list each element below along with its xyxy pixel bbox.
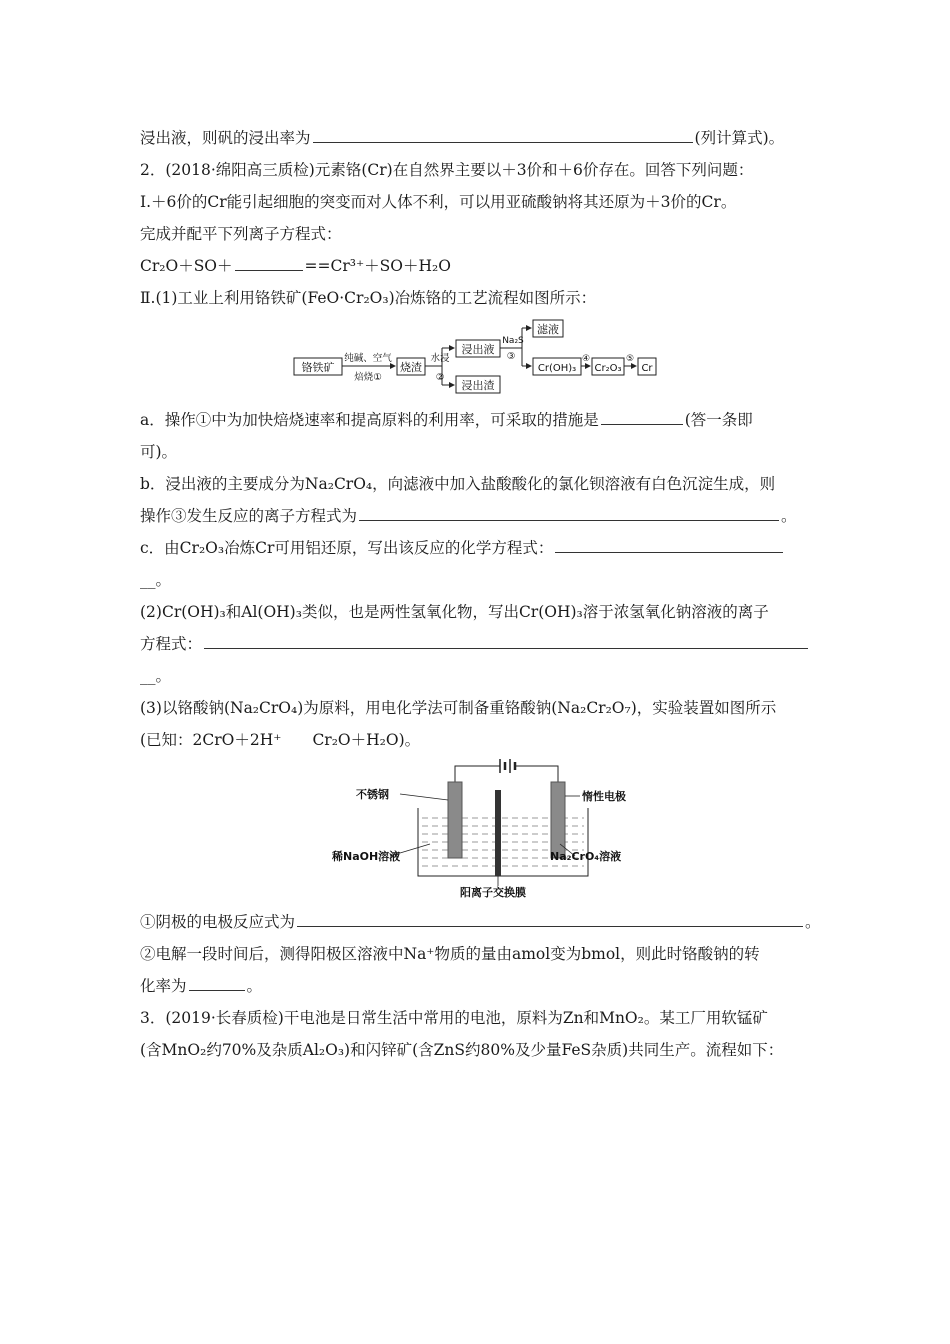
flow-label-op1: 焙烧① bbox=[354, 372, 382, 383]
flow-label-slag: 烧渣 bbox=[400, 361, 422, 374]
flow-label-reagent3: Na₂S bbox=[502, 336, 524, 346]
cation-exchange-membrane bbox=[495, 790, 501, 876]
text-line: Ⅰ.＋6价的Cr能引起细胞的突变而对人体不利，可以用亚硫酸钠将其还原为＋3价的Cr。 bbox=[140, 193, 737, 211]
label-right-electrode: 惰性电极 bbox=[582, 790, 626, 803]
text-line: (已知：2CrO＋2H⁺ Cr₂O＋H₂O)。 bbox=[140, 731, 421, 749]
text-line bbox=[140, 128, 784, 148]
answer-blank[interactable] bbox=[235, 256, 303, 271]
line-text: 。 bbox=[805, 913, 821, 931]
text-line: __。 bbox=[140, 667, 172, 685]
line-text: 方程式： bbox=[140, 635, 203, 653]
text-line: __。 bbox=[140, 571, 172, 589]
answer-blank[interactable] bbox=[313, 128, 693, 143]
line-text: (列计算式)。 bbox=[694, 129, 785, 147]
answer-blank[interactable] bbox=[204, 634, 808, 649]
text-line bbox=[140, 506, 797, 526]
process-flow-diagram bbox=[290, 318, 670, 398]
text-line: (3)以铬酸钠(Na₂CrO₄)为原料，用电化学法可制备重铬酸钠(Na₂Cr₂O₇)，实验装置如图所示 bbox=[140, 699, 777, 717]
text-line bbox=[140, 634, 810, 654]
line-text: 化率为 bbox=[140, 977, 187, 995]
answer-blank[interactable] bbox=[359, 506, 779, 521]
line-text: ①阴极的电极反应式为 bbox=[140, 913, 296, 931]
label-membrane: 阳离子交换膜 bbox=[460, 886, 526, 898]
text-line bbox=[140, 410, 753, 430]
ionic-equation bbox=[140, 256, 451, 276]
answer-blank[interactable] bbox=[297, 912, 803, 927]
line-text: c．由Cr₂O₃冶炼Cr可用铝还原，写出该反应的化学方程式： bbox=[140, 539, 554, 557]
text-line bbox=[140, 976, 262, 996]
line-text: 。 bbox=[781, 507, 797, 525]
text-line bbox=[140, 538, 785, 558]
line-text: 操作③发生反应的离子方程式为 bbox=[140, 507, 358, 525]
question-2-heading: 2．(2018·绵阳高三质检)元素铬(Cr)在自然界主要以＋3价和＋6价存在。回答下列问题： bbox=[140, 161, 754, 179]
text-line: ②电解一段时间后，测得阳极区溶液中Na⁺物质的量由amol变为bmol，则此时铬酸钠的转 bbox=[140, 945, 760, 963]
flow-label-leach-liquid: 浸出液 bbox=[461, 343, 495, 356]
text-line: Ⅱ.(1)工业上利用铬铁矿(FeO·Cr₂O₃)冶炼铬的工艺流程如图所示： bbox=[140, 289, 597, 307]
flow-label-op2: ② bbox=[435, 372, 445, 383]
question-3-heading: 3．(2019·长春质检)干电池是日常生活中常用的电池，原料为Zn和MnO₂。某工厂用软锰矿 bbox=[140, 1009, 768, 1027]
answer-blank[interactable] bbox=[555, 538, 783, 553]
flow-label-filtrate: 滤液 bbox=[537, 323, 559, 336]
line-text: 。 bbox=[246, 977, 263, 995]
flow-label-cr: Cr bbox=[641, 363, 653, 374]
answer-blank[interactable] bbox=[601, 410, 683, 425]
text-line: b．浸出液的主要成分为Na₂CrO₄，向滤液中加入盐酸酸化的氯化钡溶液有白色沉淀生成，则 bbox=[140, 475, 776, 493]
cathode-electrode bbox=[448, 782, 462, 858]
answer-blank[interactable] bbox=[189, 976, 245, 991]
equation-left: Cr₂O＋SO＋ bbox=[140, 257, 233, 275]
line-text: 浸出液，则矾的浸出率为 bbox=[140, 129, 311, 147]
label-left-solution: 稀NaOH溶液 bbox=[332, 850, 401, 863]
text-line: 完成并配平下列离子方程式： bbox=[140, 225, 342, 243]
line-text: a．操作①中为加快焙烧速率和提高原料的利用率，可采取的措施是 bbox=[140, 411, 599, 429]
flow-label-op4: ④ bbox=[581, 354, 591, 364]
flow-label-op2-top: 水浸 bbox=[430, 353, 450, 364]
flow-label-ore: 铬铁矿 bbox=[301, 361, 335, 374]
text-line: (2)Cr(OH)₃和Al(OH)₃类似，也是两性氢氧化物，写出Cr(OH)₃溶于浓氢氧化钠溶液的离子 bbox=[140, 603, 769, 621]
label-right-solution: Na₂CrO₄溶液 bbox=[550, 850, 622, 863]
electrolysis-cell-diagram bbox=[330, 756, 630, 898]
label-left-electrode: 不锈钢 bbox=[356, 788, 389, 801]
text-line bbox=[140, 912, 821, 932]
text-line: 可)。 bbox=[140, 443, 178, 461]
flow-label-leach-residue: 浸出渣 bbox=[461, 379, 495, 392]
equation-right: ==Cr³⁺＋SO＋H₂O bbox=[304, 257, 451, 275]
line-text: (答一条即 bbox=[684, 411, 753, 429]
flow-label-reagent1: 纯碱、空气 bbox=[344, 353, 392, 364]
flow-label-op5: ⑤ bbox=[625, 354, 635, 364]
flow-label-cr2o3: Cr₂O₃ bbox=[594, 363, 622, 374]
flow-label-op3: ③ bbox=[506, 351, 516, 362]
text-line: (含MnO₂约70%及杂质Al₂O₃)和闪锌矿(含ZnS约80%及少量FeS杂质)共同生产。流程如下： bbox=[140, 1041, 784, 1059]
flow-label-croh3: Cr(OH)₃ bbox=[537, 363, 577, 374]
